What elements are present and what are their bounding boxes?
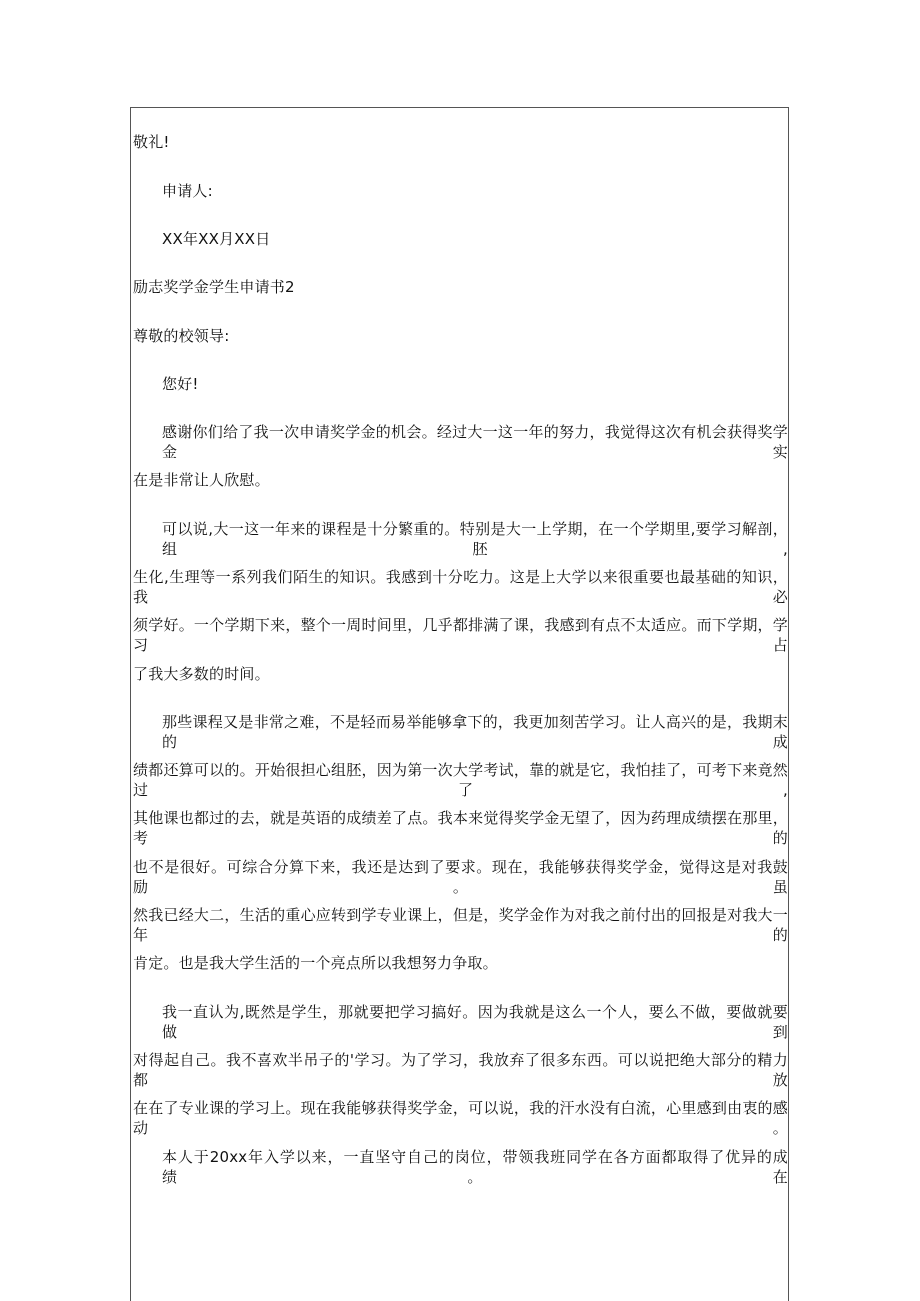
body-line: 肯定。也是我大学生活的一个亮点所以我想努力争取。 (133, 954, 498, 972)
body-line: 然我已经大二，生活的重心应转到学专业课上，但是，奖学金作为对我之前付出的回报是对我大一年的 (133, 906, 788, 944)
body-line: 感谢你们给了我一次申请奖学金的机会。经过大一这一年的努力，我觉得这次有机会获得奖学金实 (162, 423, 788, 461)
body-line: 在在了专业课的学习上。现在我能够获得奖学金，可以说，我的汗水没有白流，心里感到由衷的感动。 (133, 1099, 788, 1137)
salutation: 尊敬的校领导: (133, 327, 230, 345)
body-line: 对得起自己。我不喜欢半吊子的'学习。为了学习，我放弃了很多东西。可以说把绝大部分的精力都放 (133, 1051, 788, 1089)
body-line: 生化,生理等一系列我们陌生的知识。我感到十分吃力。这是上大学以来很重要也最基础的知识，我必 (133, 568, 788, 606)
body-line: 也不是很好。可综合分算下来，我还是达到了要求。现在，我能够获得奖学金，觉得这是对我鼓励。虽 (133, 858, 788, 896)
body-line: 了我大多数的时间。 (133, 665, 270, 683)
body-line: 其他课也都过的去，就是英语的成绩差了点。我本来觉得奖学金无望了，因为药理成绩摆在那里，考的 (133, 809, 788, 847)
document-title: 励志奖学金学生申请书2 (133, 278, 295, 296)
closing-line: 敬礼! (133, 133, 170, 151)
body-line: 绩都还算可以的。开始很担心组胚，因为第一次大学考试，靠的就是它，我怕挂了，可考下来竟然过了, (133, 761, 788, 799)
body-line: 须学好。一个学期下来，整个一周时间里，几乎都排满了课，我感到有点不太适应。而下学期，学习占 (133, 616, 788, 654)
body-line: 那些课程又是非常之难，不是轻而易举能够拿下的，我更加刻苦学习。让人高兴的是，我期末的成 (162, 713, 788, 751)
body-line: 在是非常让人欣慰。 (133, 471, 270, 489)
greeting: 您好! (162, 375, 199, 393)
date-line: XX年XX月XX日 (162, 230, 271, 248)
body-line: 可以说,大一这一年来的课程是十分繁重的。特别是大一上学期，在一个学期里,要学习解剖，组胚, (162, 520, 788, 558)
body-line: 我一直认为,既然是学生，那就要把学习搞好。因为我就是这么一个人，要么不做，要做就要做到 (162, 1003, 788, 1041)
applicant-label: 申请人: (162, 182, 213, 200)
body-line: 本人于20xx年入学以来，一直坚守自己的岗位，带领我班同学在各方面都取得了优异的成绩。在 (162, 1148, 788, 1186)
